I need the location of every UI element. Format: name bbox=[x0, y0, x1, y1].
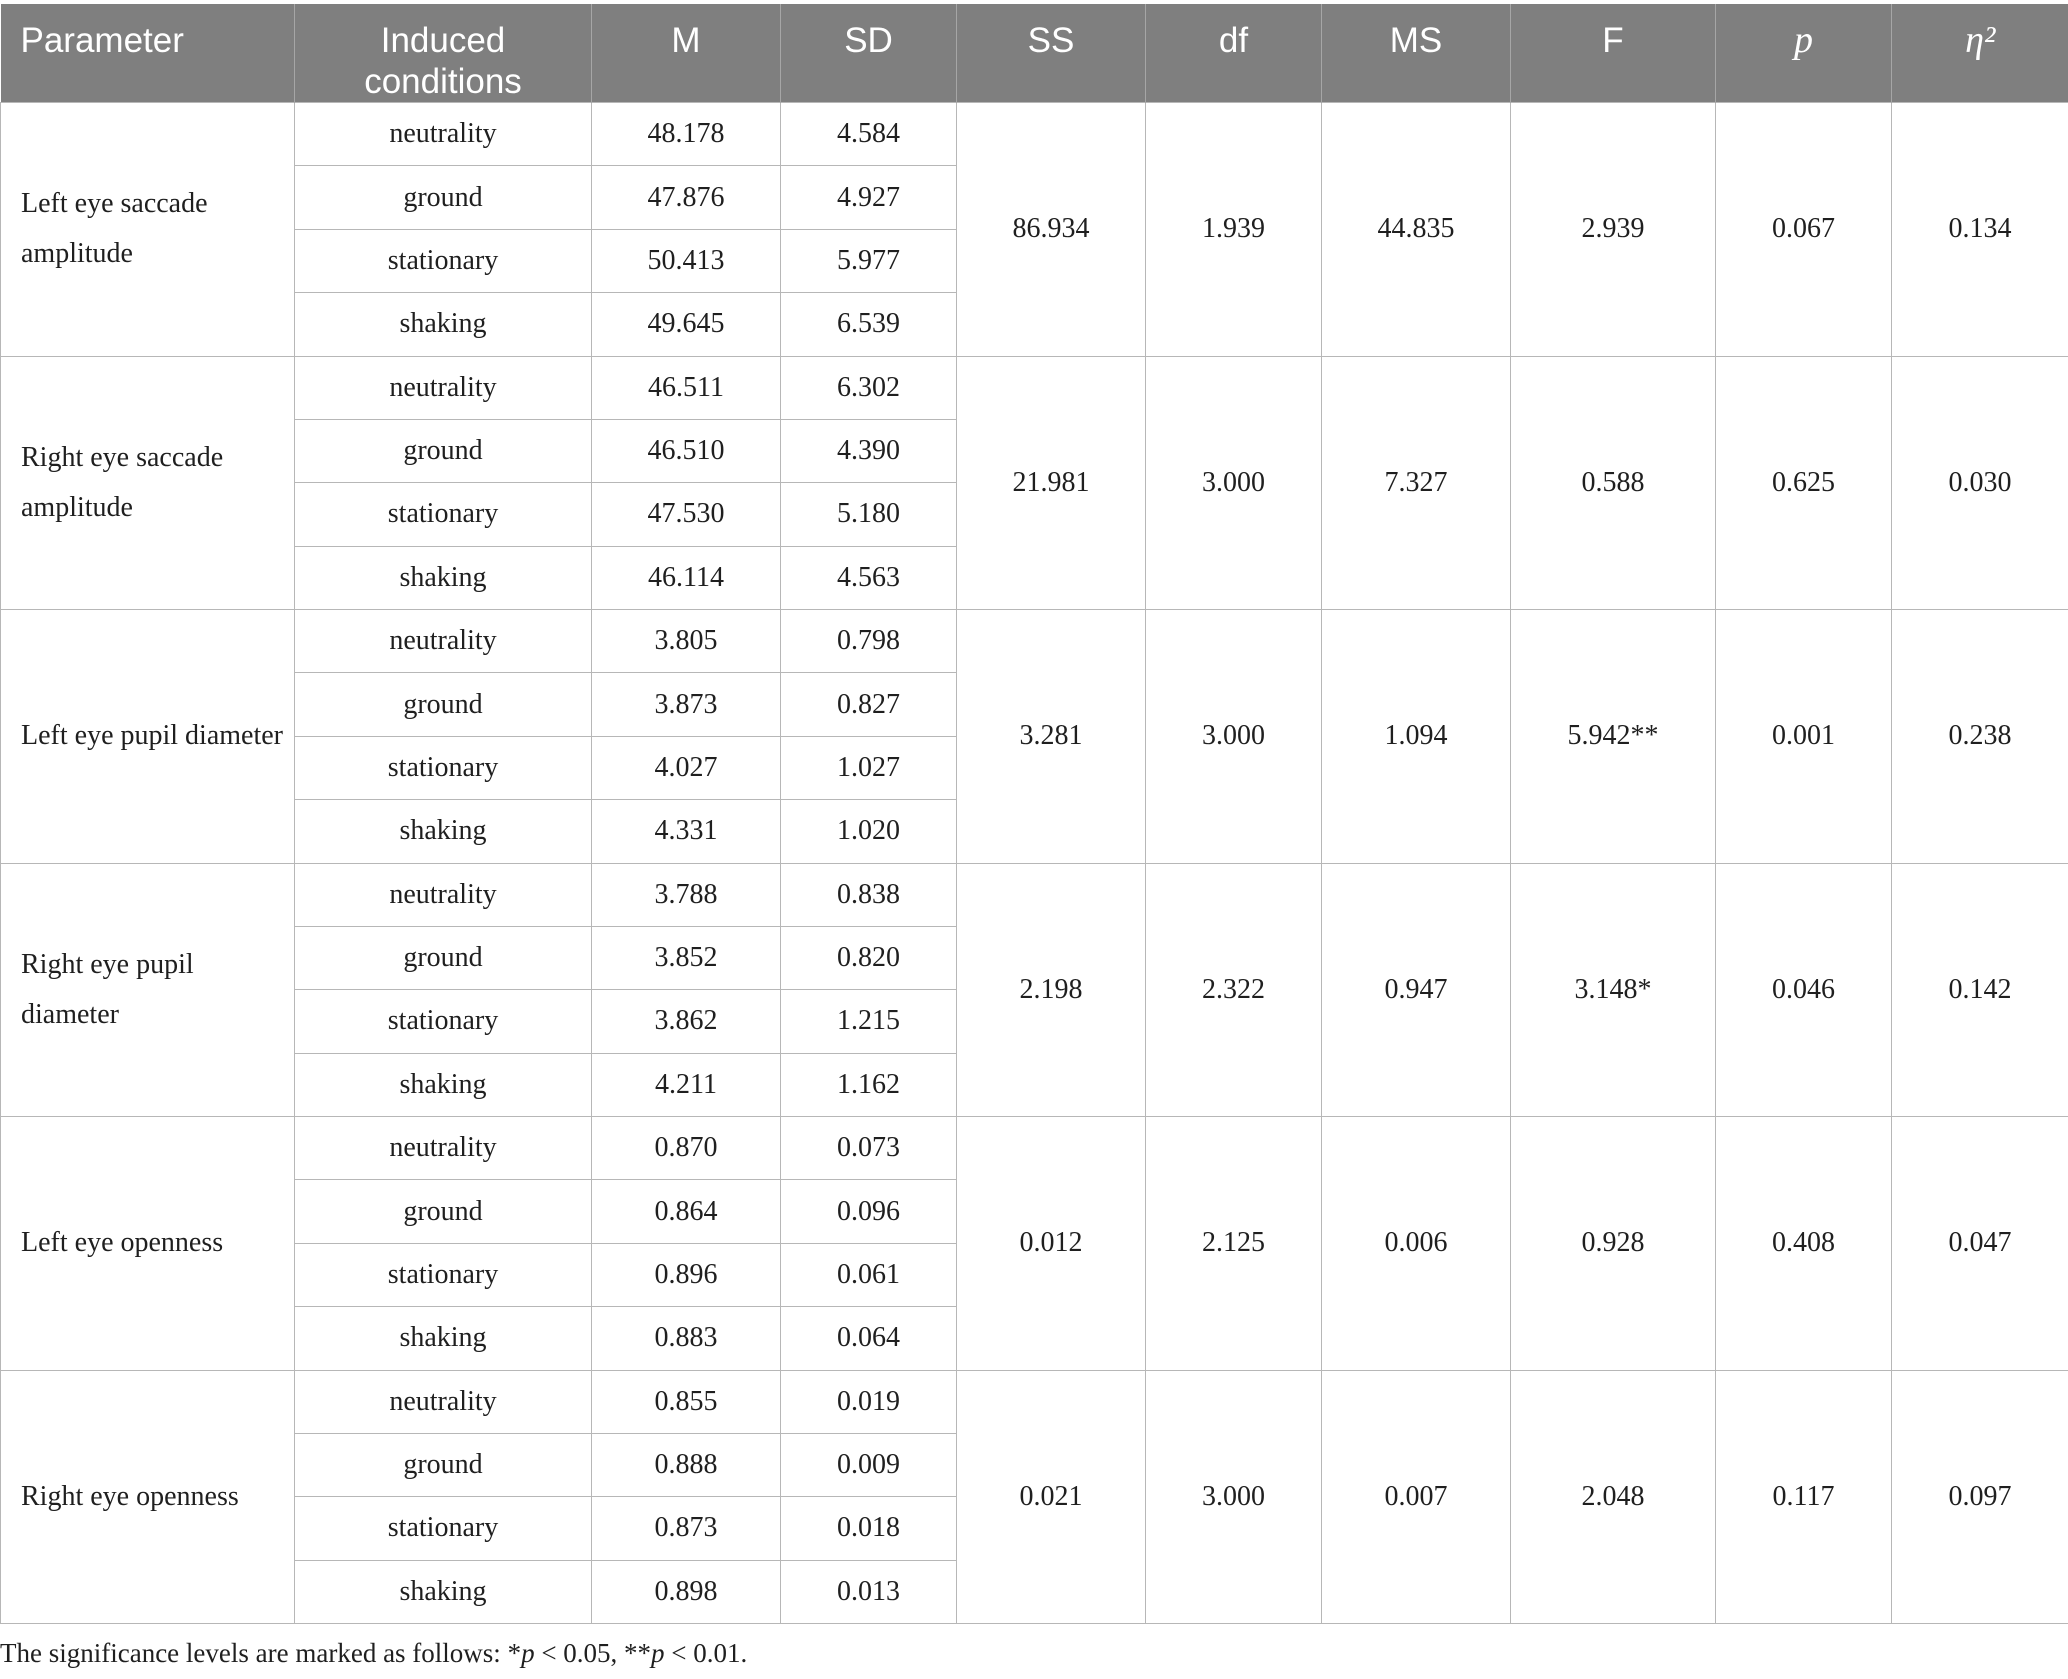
eta-cell: 0.030 bbox=[1892, 356, 2068, 610]
condition-cell: neutrality bbox=[295, 863, 592, 926]
eta-cell: 0.134 bbox=[1892, 103, 2068, 357]
sd-cell: 0.019 bbox=[781, 1370, 957, 1433]
eta-cell: 0.097 bbox=[1892, 1370, 2068, 1624]
header-sd: SD bbox=[781, 4, 957, 103]
m-cell: 0.870 bbox=[592, 1117, 781, 1180]
condition-cell: shaking bbox=[295, 1560, 592, 1623]
ss-cell: 2.198 bbox=[957, 863, 1146, 1117]
condition-cell: shaking bbox=[295, 1307, 592, 1370]
m-cell: 0.855 bbox=[592, 1370, 781, 1433]
m-cell: 4.027 bbox=[592, 736, 781, 799]
f-cell: 2.939 bbox=[1511, 103, 1716, 357]
condition-cell: stationary bbox=[295, 483, 592, 546]
header-m: M bbox=[592, 4, 781, 103]
parameter-cell: Right eye saccade amplitude bbox=[1, 356, 295, 610]
m-cell: 0.864 bbox=[592, 1180, 781, 1243]
ms-cell: 0.006 bbox=[1322, 1117, 1511, 1371]
m-cell: 0.873 bbox=[592, 1497, 781, 1560]
m-cell: 0.898 bbox=[592, 1560, 781, 1623]
header-eta-squared bbox=[1892, 4, 2068, 103]
m-cell: 48.178 bbox=[592, 103, 781, 166]
table-row bbox=[1, 103, 2068, 166]
f-cell: 3.148* bbox=[1511, 863, 1716, 1117]
sd-cell: 1.215 bbox=[781, 990, 957, 1053]
f-cell: 5.942** bbox=[1511, 610, 1716, 864]
condition-cell: stationary bbox=[295, 1243, 592, 1306]
ms-cell: 0.007 bbox=[1322, 1370, 1511, 1624]
header-df: df bbox=[1146, 4, 1322, 103]
parameter-cell: Left eye pupil diameter bbox=[1, 610, 295, 864]
m-cell: 3.805 bbox=[592, 610, 781, 673]
condition-cell: neutrality bbox=[295, 610, 592, 673]
table-row bbox=[1, 1370, 2068, 1433]
sd-cell: 0.009 bbox=[781, 1433, 957, 1496]
sd-cell: 5.977 bbox=[781, 229, 957, 292]
m-cell: 3.788 bbox=[592, 863, 781, 926]
condition-cell: ground bbox=[295, 166, 592, 229]
m-cell: 0.888 bbox=[592, 1433, 781, 1496]
df-cell: 2.322 bbox=[1146, 863, 1322, 1117]
sd-cell: 0.018 bbox=[781, 1497, 957, 1560]
table-row bbox=[1, 1117, 2068, 1180]
p-cell: 0.046 bbox=[1716, 863, 1892, 1117]
table-footnote: The significance levels are marked as follows: *p < 0.05, **p < 0.01. bbox=[0, 1638, 748, 1668]
m-cell: 3.852 bbox=[592, 926, 781, 989]
sd-cell: 4.584 bbox=[781, 103, 957, 166]
sd-cell: 0.013 bbox=[781, 1560, 957, 1623]
ss-cell: 0.021 bbox=[957, 1370, 1146, 1624]
sd-cell: 0.096 bbox=[781, 1180, 957, 1243]
sd-cell: 4.563 bbox=[781, 546, 957, 609]
sd-cell: 4.927 bbox=[781, 166, 957, 229]
m-cell: 46.114 bbox=[592, 546, 781, 609]
sd-cell: 0.798 bbox=[781, 610, 957, 673]
parameter-cell: Left eye saccade amplitude bbox=[1, 103, 295, 357]
condition-cell: neutrality bbox=[295, 356, 592, 419]
condition-cell: ground bbox=[295, 1433, 592, 1496]
condition-cell: ground bbox=[295, 926, 592, 989]
f-cell: 2.048 bbox=[1511, 1370, 1716, 1624]
sd-cell: 0.838 bbox=[781, 863, 957, 926]
condition-cell: shaking bbox=[295, 546, 592, 609]
m-cell: 4.331 bbox=[592, 800, 781, 863]
condition-cell: ground bbox=[295, 673, 592, 736]
header-induced-conditions: Induced conditions bbox=[295, 4, 592, 103]
table-body bbox=[1, 103, 2068, 1624]
p-cell: 0.408 bbox=[1716, 1117, 1892, 1371]
eta-cell: 0.047 bbox=[1892, 1117, 2068, 1371]
m-cell: 50.413 bbox=[592, 229, 781, 292]
m-cell: 3.873 bbox=[592, 673, 781, 736]
df-cell: 1.939 bbox=[1146, 103, 1322, 357]
sd-cell: 0.064 bbox=[781, 1307, 957, 1370]
df-cell: 3.000 bbox=[1146, 610, 1322, 864]
df-cell: 2.125 bbox=[1146, 1117, 1322, 1371]
m-cell: 4.211 bbox=[592, 1053, 781, 1116]
m-cell: 0.896 bbox=[592, 1243, 781, 1306]
header-eta-text: η² bbox=[1965, 19, 1996, 61]
condition-cell: shaking bbox=[295, 800, 592, 863]
m-cell: 49.645 bbox=[592, 293, 781, 356]
table-row bbox=[1, 356, 2068, 419]
header-f: F bbox=[1511, 4, 1716, 103]
condition-cell: stationary bbox=[295, 990, 592, 1053]
table-row bbox=[1, 610, 2068, 673]
df-cell: 3.000 bbox=[1146, 356, 1322, 610]
sd-cell: 0.827 bbox=[781, 673, 957, 736]
anova-table bbox=[0, 4, 2068, 1624]
ss-cell: 3.281 bbox=[957, 610, 1146, 864]
m-cell: 47.876 bbox=[592, 166, 781, 229]
sd-cell: 1.162 bbox=[781, 1053, 957, 1116]
p-cell: 0.117 bbox=[1716, 1370, 1892, 1624]
eta-cell: 0.142 bbox=[1892, 863, 2068, 1117]
header-row bbox=[1, 4, 2068, 103]
sd-cell: 4.390 bbox=[781, 419, 957, 482]
header-parameter: Parameter bbox=[1, 4, 295, 103]
m-cell: 46.510 bbox=[592, 419, 781, 482]
condition-cell: neutrality bbox=[295, 103, 592, 166]
ms-cell: 0.947 bbox=[1322, 863, 1511, 1117]
sd-cell: 6.302 bbox=[781, 356, 957, 419]
condition-cell: stationary bbox=[295, 1497, 592, 1560]
ss-cell: 21.981 bbox=[957, 356, 1146, 610]
f-cell: 0.588 bbox=[1511, 356, 1716, 610]
sd-cell: 0.820 bbox=[781, 926, 957, 989]
m-cell: 46.511 bbox=[592, 356, 781, 419]
parameter-cell: Right eye pupil diameter bbox=[1, 863, 295, 1117]
m-cell: 3.862 bbox=[592, 990, 781, 1053]
table-row bbox=[1, 863, 2068, 926]
ss-cell: 86.934 bbox=[957, 103, 1146, 357]
ms-cell: 1.094 bbox=[1322, 610, 1511, 864]
df-cell: 3.000 bbox=[1146, 1370, 1322, 1624]
p-cell: 0.625 bbox=[1716, 356, 1892, 610]
sd-cell: 0.073 bbox=[781, 1117, 957, 1180]
parameter-cell: Left eye openness bbox=[1, 1117, 295, 1371]
p-cell: 0.001 bbox=[1716, 610, 1892, 864]
condition-cell: neutrality bbox=[295, 1117, 592, 1180]
m-cell: 0.883 bbox=[592, 1307, 781, 1370]
header-p bbox=[1716, 4, 1892, 103]
condition-cell: stationary bbox=[295, 736, 592, 799]
condition-cell: stationary bbox=[295, 229, 592, 292]
parameter-cell: Right eye openness bbox=[1, 1370, 295, 1624]
condition-cell: neutrality bbox=[295, 1370, 592, 1433]
eta-cell: 0.238 bbox=[1892, 610, 2068, 864]
sd-cell: 1.027 bbox=[781, 736, 957, 799]
ms-cell: 7.327 bbox=[1322, 356, 1511, 610]
condition-cell: ground bbox=[295, 419, 592, 482]
ss-cell: 0.012 bbox=[957, 1117, 1146, 1371]
condition-cell: shaking bbox=[295, 293, 592, 356]
header-ms: MS bbox=[1322, 4, 1511, 103]
sd-cell: 6.539 bbox=[781, 293, 957, 356]
p-cell: 0.067 bbox=[1716, 103, 1892, 357]
condition-cell: shaking bbox=[295, 1053, 592, 1116]
condition-cell: ground bbox=[295, 1180, 592, 1243]
sd-cell: 1.020 bbox=[781, 800, 957, 863]
ms-cell: 44.835 bbox=[1322, 103, 1511, 357]
sd-cell: 5.180 bbox=[781, 483, 957, 546]
m-cell: 47.530 bbox=[592, 483, 781, 546]
f-cell: 0.928 bbox=[1511, 1117, 1716, 1371]
header-ss: SS bbox=[957, 4, 1146, 103]
sd-cell: 0.061 bbox=[781, 1243, 957, 1306]
header-p-text: p bbox=[1794, 19, 1813, 61]
